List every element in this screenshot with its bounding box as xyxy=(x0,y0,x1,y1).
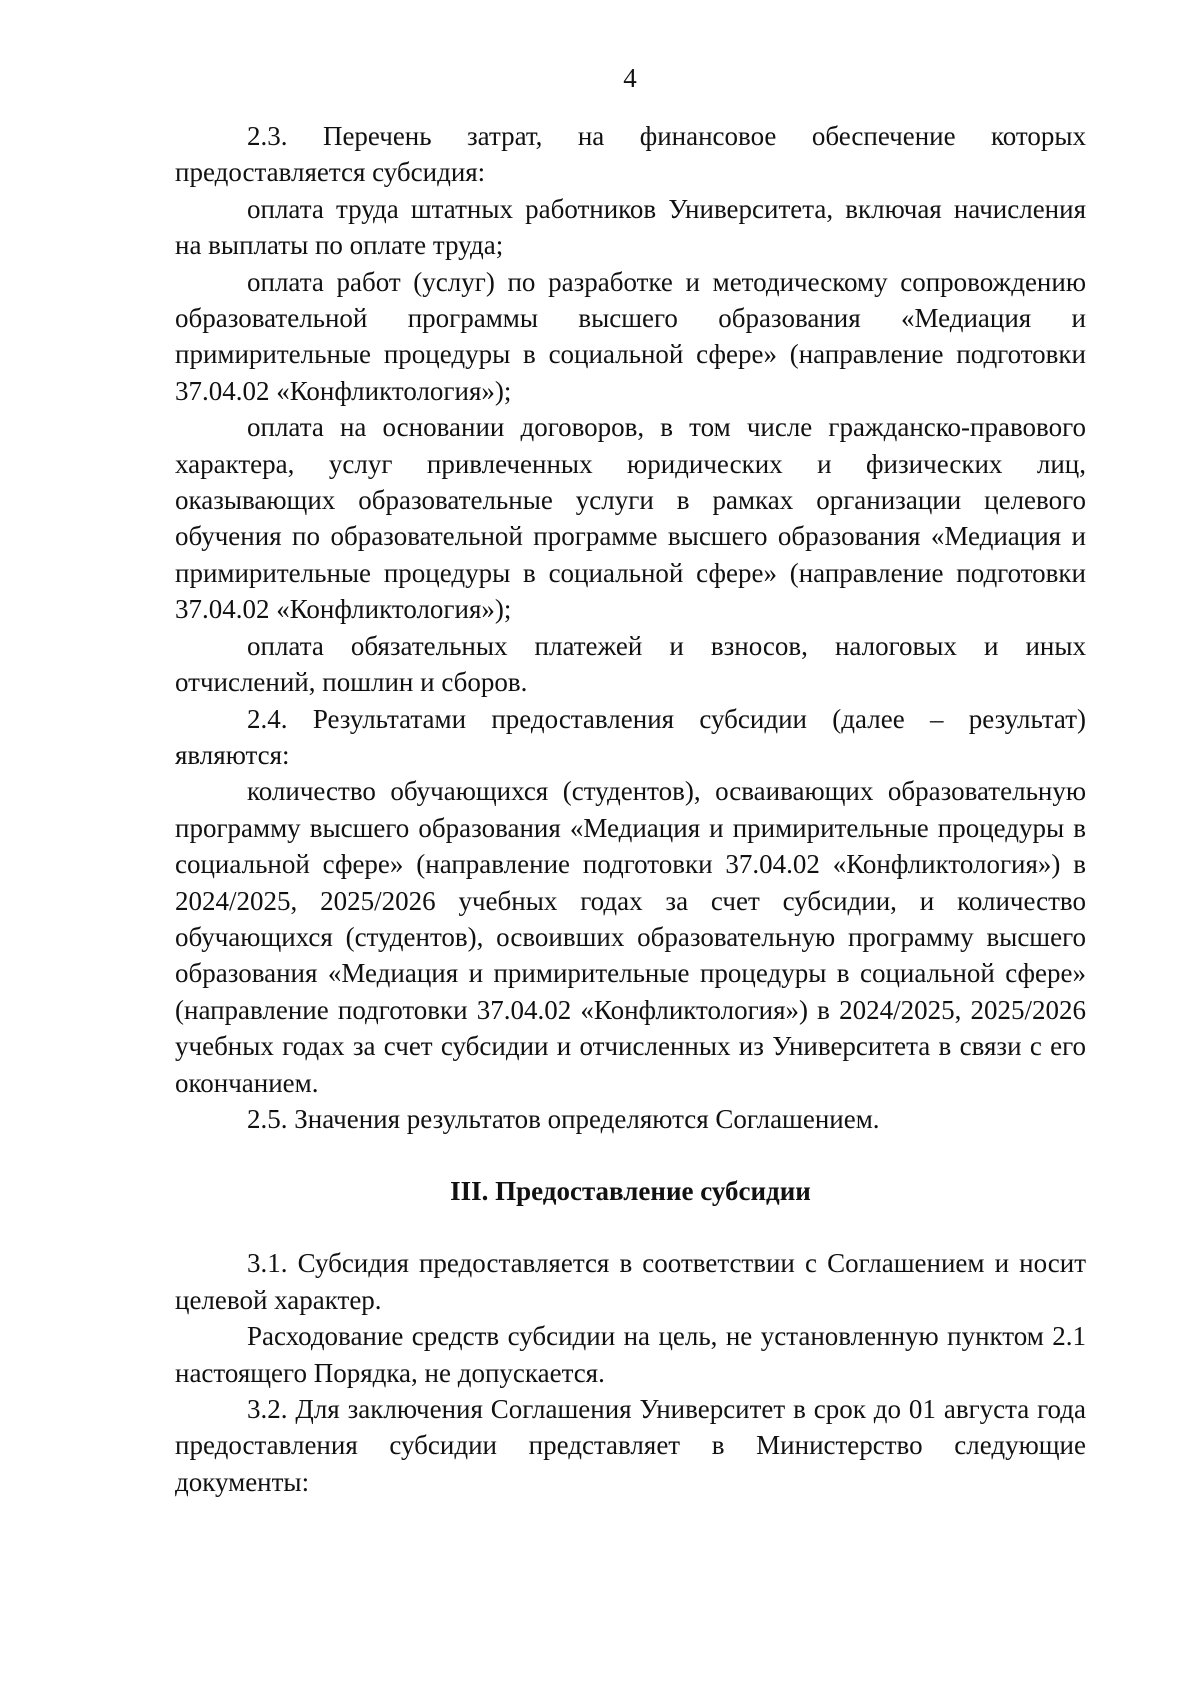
paragraph-contracts: оплата на основании договоров, в том числе гражданско-правового характера, услуг привлеченных юридических и физических лиц, оказывающих образовательные услуги в рамках организации целевого обучения по образовательной программе высшего образования «Медиация и примирительные процедуры в социальной сфере» (направление подготовки 37.04.02 «Конфликтология»); xyxy=(175,412,1086,625)
paragraph-2-4: 2.4. Результатами предоставления субсидии (далее – результат) являются: xyxy=(175,703,1086,770)
paragraph-3-2: 3.2. Для заключения Соглашения Университет в срок до 01 августа года предоставления субсидии представляет в Министерство следующие документы: xyxy=(175,1394,1086,1497)
paragraph-labor-costs: оплата труда штатных работников Университета, включая начисления на выплаты по оплате труда; xyxy=(175,193,1086,261)
paragraph-2-3: 2.3. Перечень затрат, на финансовое обеспечение которых предоставляется субсидия: xyxy=(175,121,1086,188)
paragraph-mandatory-payments: оплата обязательных платежей и взносов, налоговых и иных отчислений, пошлин и сборов. xyxy=(175,630,1086,698)
paragraph-3-1: 3.1. Субсидия предоставляется в соответствии с Соглашением и носит целевой характер. xyxy=(175,1248,1086,1315)
document-body xyxy=(175,118,1086,1500)
paragraph-program-development: оплата работ (услуг) по разработке и методическому сопровождению образовательной программы высшего образования «Медиация и примирительные процедуры в социальной сфере» (направление подготовки 37.04.02 «Конфликтология»); xyxy=(175,266,1086,406)
section-heading: III. Предоставление субсидии xyxy=(450,1176,811,1207)
paragraph-2-5: 2.5. Значения результатов определяются Соглашением. xyxy=(247,1103,880,1134)
page-number: 4 xyxy=(623,63,637,93)
paragraph-spending: Расходование средств субсидии на цель, не установленную пунктом 2.1 настоящего Порядка, не допускается. xyxy=(175,1321,1086,1388)
paragraph-students-count: количество обучающихся (студентов), осваивающих образовательную программу высшего образования «Медиация и примирительные процедуры в социальной сфере» (направление подготовки 37.04.02 «Конфликтология») в 2024/2025, 2025/2026 учебных годах за счет субсидии, и количество обучающихся (студентов), освоивших образовательную программу высшего образования «Медиация и примирительные процедуры в социальной сфере» (направление подготовки 37.04.02 «Конфликтология») в 2024/2025, 2025/2026 учебных годах за счет субсидии и отчисленных из Университета в связи с его окончанием. xyxy=(175,776,1086,1098)
